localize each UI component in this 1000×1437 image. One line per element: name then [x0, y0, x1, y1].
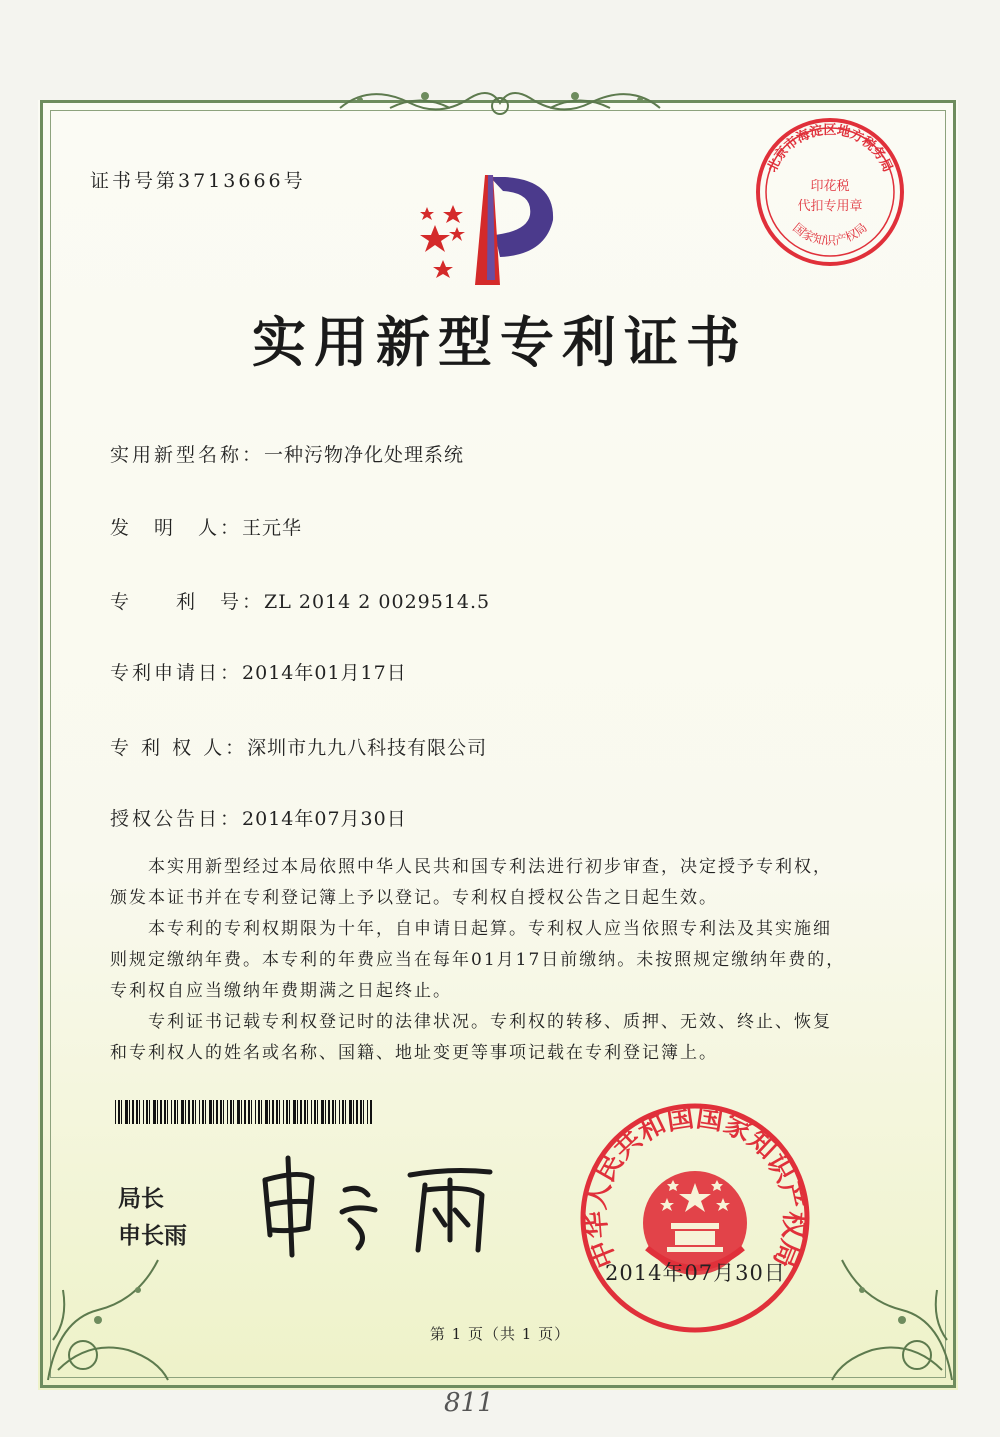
- tax-stamp-outer-text: 北京市海淀区地方税务局: [764, 123, 896, 175]
- field-patent-number: [110, 587, 490, 614]
- field-value: 深圳市九九八科技有限公司: [247, 737, 488, 759]
- handwritten-mark: 811: [444, 1388, 494, 1418]
- body-paragraph: 本专利的专利权期限为十年，自申请日起算。专利权人应当依照专利法及其实施细则规定缴纳年费。本专利的年费应当在每年01月17日前缴纳。未按照规定缴纳年费的，专利权自应当缴纳年费期满之日起终止。: [110, 919, 846, 1001]
- bottom-right-ornament: [822, 1220, 962, 1390]
- field-label: 发 明 人：: [110, 517, 243, 539]
- tax-office-stamp: [750, 112, 910, 272]
- certificate-number: 证书号第3713666号: [90, 170, 306, 192]
- body-paragraph: 专利证书记载专利权登记时的法律状况。专利权的转移、质押、无效、终止、恢复和专利权人的姓名或名称、国籍、地址变更等事项记载在专利登记簿上。: [110, 1012, 832, 1063]
- tax-stamp-line-1: 印花税: [810, 179, 850, 194]
- patent-office-logo-icon: [395, 165, 565, 290]
- sipo-official-seal: [575, 1098, 815, 1338]
- body-paragraph: 本实用新型经过本局依照中华人民共和国专利法进行初步审查，决定授予专利权，颁发本证书并在专利登记簿上予以登记。专利权自授权公告之日起生效。: [110, 857, 832, 908]
- barcode: [115, 1100, 375, 1124]
- field-label: 专 利 号：: [110, 591, 265, 613]
- field-value: 王元华: [242, 517, 303, 539]
- field-value: 2014年07月30日: [242, 808, 407, 830]
- field-patentee: [110, 733, 487, 760]
- seal-arc-text: 中华人民共和国国家知识产权局: [580, 1102, 810, 1272]
- field-utility-model-name: [110, 440, 464, 467]
- director-title: 局长: [118, 1186, 164, 1212]
- seal-date: 2014年07月30日: [605, 1261, 786, 1285]
- field-label: 专 利 权 人：: [110, 737, 248, 759]
- certificate-body: [110, 852, 850, 1069]
- certificate-title: 实用新型专利证书: [252, 311, 748, 374]
- field-value: ZL 2014 2 0029514.5: [264, 591, 491, 613]
- director-signature: [250, 1150, 510, 1260]
- tax-stamp-bottom-text: 国家知识产权局: [790, 220, 870, 248]
- svg-text:北京市海淀区地方税务局: [765, 122, 895, 175]
- page-number: 第 1 页（共 1 页）: [429, 1325, 571, 1343]
- field-value: 2014年01月17日: [242, 662, 407, 684]
- tax-stamp-line-2: 代扣专用章: [797, 199, 863, 214]
- field-value: 一种污物净化处理系统: [264, 444, 465, 466]
- field-application-date: [110, 658, 407, 685]
- director-name: 申长雨: [118, 1223, 187, 1249]
- field-inventor: [110, 513, 302, 540]
- field-label: 授权公告日：: [110, 808, 243, 830]
- field-grant-date: [110, 804, 407, 831]
- field-label: 实用新型名称：: [110, 444, 265, 466]
- top-ornament: [330, 78, 670, 128]
- field-label: 专利申请日：: [110, 662, 243, 684]
- svg-text:国家知识产权局: [790, 220, 870, 247]
